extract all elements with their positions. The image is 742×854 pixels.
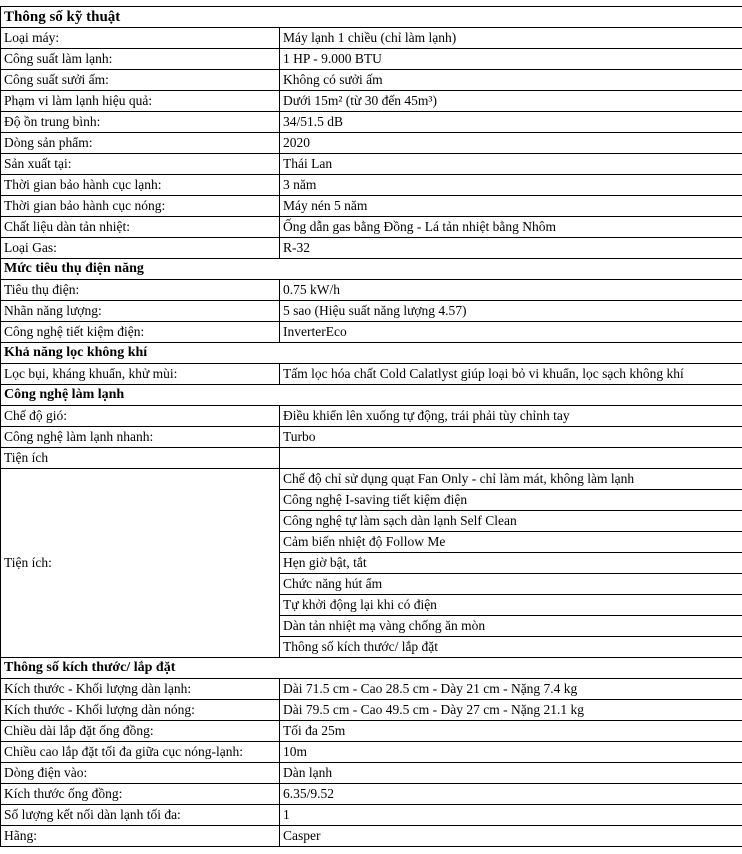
group-value: Cảm biến nhiệt độ Follow Me — [280, 532, 742, 553]
row-label: Kích thước - Khối lượng dàn nóng: — [1, 700, 280, 721]
table-row — [1, 826, 742, 847]
table-row — [1, 196, 742, 217]
row-value: Casper — [280, 826, 742, 847]
table-row — [1, 49, 742, 70]
group-value: Hẹn giờ bật, tắt — [280, 553, 742, 574]
row-value: Tấm lọc hóa chất Cold Calatlyst giúp loại bỏ vi khuẩn, lọc sạch không khí — [280, 364, 742, 385]
table-row — [1, 805, 742, 826]
row-label: Thời gian bảo hành cục lạnh: — [1, 175, 280, 196]
row-label: Chất liệu dàn tản nhiệt: — [1, 217, 280, 238]
group-value: Tự khởi động lại khi có điện — [280, 595, 742, 616]
row-label: Công nghệ tiết kiệm điện: — [1, 322, 280, 343]
row-label: Chế độ gió: — [1, 406, 280, 427]
row-label: Sản xuất tại: — [1, 154, 280, 175]
row-value: Turbo — [280, 427, 742, 448]
group-value: Thông số kích thước/ lắp đặt — [280, 637, 742, 658]
row-value: 5 sao (Hiệu suất năng lượng 4.57) — [280, 301, 742, 322]
section-header-row — [1, 385, 742, 406]
group-value: Chức năng hút ẩm — [280, 574, 742, 595]
table-row — [1, 217, 742, 238]
row-label: Chiều cao lắp đặt tối đa giữa cục nóng-lạnh: — [1, 742, 280, 763]
row-value: Điều khiển lên xuống tự động, trái phải tùy chỉnh tay — [280, 406, 742, 427]
row-value: 6.35/9.52 — [280, 784, 742, 805]
group-value: Chế độ chỉ sử dụng quạt Fan Only - chỉ làm mát, không làm lạnh — [280, 469, 742, 490]
row-label: Công suất sưởi ấm: — [1, 70, 280, 91]
table-row — [1, 28, 742, 49]
group-value: Dàn tản nhiệt mạ vàng chống ăn mòn — [280, 616, 742, 637]
table-row — [1, 238, 742, 259]
row-label: Dòng sản phẩm: — [1, 133, 280, 154]
row-label: Loại máy: — [1, 28, 280, 49]
row-label: Số lượng kết nối dàn lạnh tối đa: — [1, 805, 280, 826]
row-value: 34/51.5 dB — [280, 112, 742, 133]
row-value: Dàn lạnh — [280, 763, 742, 784]
section-title: Thông số kích thước/ lắp đặt — [1, 658, 742, 679]
section-title: Mức tiêu thụ điện năng — [1, 259, 742, 280]
row-label: Kích thước - Khối lượng dàn lạnh: — [1, 679, 280, 700]
table-row — [1, 469, 742, 490]
section-header-row — [1, 259, 742, 280]
table-row — [1, 679, 742, 700]
table-row — [1, 280, 742, 301]
row-label: Loại Gas: — [1, 238, 280, 259]
row-label: Công nghệ làm lạnh nhanh: — [1, 427, 280, 448]
section-header-row — [1, 7, 742, 28]
row-label: Kích thước ống đồng: — [1, 784, 280, 805]
table-row — [1, 700, 742, 721]
table-row — [1, 154, 742, 175]
row-value: 3 năm — [280, 175, 742, 196]
table-row — [1, 175, 742, 196]
row-label: Dòng điện vào: — [1, 763, 280, 784]
table-row — [1, 721, 742, 742]
row-value: InverterEco — [280, 322, 742, 343]
row-value: Ống dẫn gas bằng Đồng - Lá tản nhiệt bằng Nhôm — [280, 217, 742, 238]
table-row — [1, 742, 742, 763]
row-value: 1 — [280, 805, 742, 826]
row-value: 0.75 kW/h — [280, 280, 742, 301]
row-label: Chiều dài lắp đặt ống đồng: — [1, 721, 280, 742]
group-value: Công nghệ I-saving tiết kiệm điện — [280, 490, 742, 511]
row-label: Tiện ích — [1, 448, 280, 469]
row-label: Hãng: — [1, 826, 280, 847]
row-value: Không có sưởi ấm — [280, 70, 742, 91]
table-row — [1, 364, 742, 385]
row-label: Phạm vi làm lạnh hiệu quả: — [1, 91, 280, 112]
row-label: Lọc bụi, kháng khuẩn, khử mùi: — [1, 364, 280, 385]
row-value: Máy lạnh 1 chiều (chỉ làm lạnh) — [280, 28, 742, 49]
row-value: Thái Lan — [280, 154, 742, 175]
spec-table — [0, 6, 742, 847]
row-value — [280, 448, 742, 469]
row-value: 1 HP - 9.000 BTU — [280, 49, 742, 70]
group-value: Công nghệ tự làm sạch dàn lạnh Self Clean — [280, 511, 742, 532]
table-row — [1, 133, 742, 154]
table-row — [1, 91, 742, 112]
table-row — [1, 112, 742, 133]
row-label: Thời gian bảo hành cục nóng: — [1, 196, 280, 217]
row-value: Dưới 15m² (từ 30 đến 45m³) — [280, 91, 742, 112]
row-value: Dài 71.5 cm - Cao 28.5 cm - Dày 21 cm - Nặng 7.4 kg — [280, 679, 742, 700]
table-row — [1, 784, 742, 805]
table-row — [1, 427, 742, 448]
table-row — [1, 763, 742, 784]
row-value: R-32 — [280, 238, 742, 259]
section-title: Khả năng lọc không khí — [1, 343, 742, 364]
row-value: Máy nén 5 năm — [280, 196, 742, 217]
row-label: Nhãn năng lượng: — [1, 301, 280, 322]
table-row — [1, 448, 742, 469]
row-label: Tiêu thụ điện: — [1, 280, 280, 301]
table-row — [1, 406, 742, 427]
row-value: 10m — [280, 742, 742, 763]
table-row — [1, 70, 742, 91]
row-value: Dài 79.5 cm - Cao 49.5 cm - Dày 27 cm - Nặng 21.1 kg — [280, 700, 742, 721]
section-title: Công nghệ làm lạnh — [1, 385, 742, 406]
section-header-row — [1, 343, 742, 364]
row-label: Độ ồn trung bình: — [1, 112, 280, 133]
table-row — [1, 301, 742, 322]
section-title: Thông số kỹ thuật — [1, 7, 742, 28]
row-value: Tối đa 25m — [280, 721, 742, 742]
row-label: Công suất làm lạnh: — [1, 49, 280, 70]
table-row — [1, 322, 742, 343]
section-header-row — [1, 658, 742, 679]
row-value: 2020 — [280, 133, 742, 154]
group-label: Tiện ích: — [1, 469, 280, 658]
